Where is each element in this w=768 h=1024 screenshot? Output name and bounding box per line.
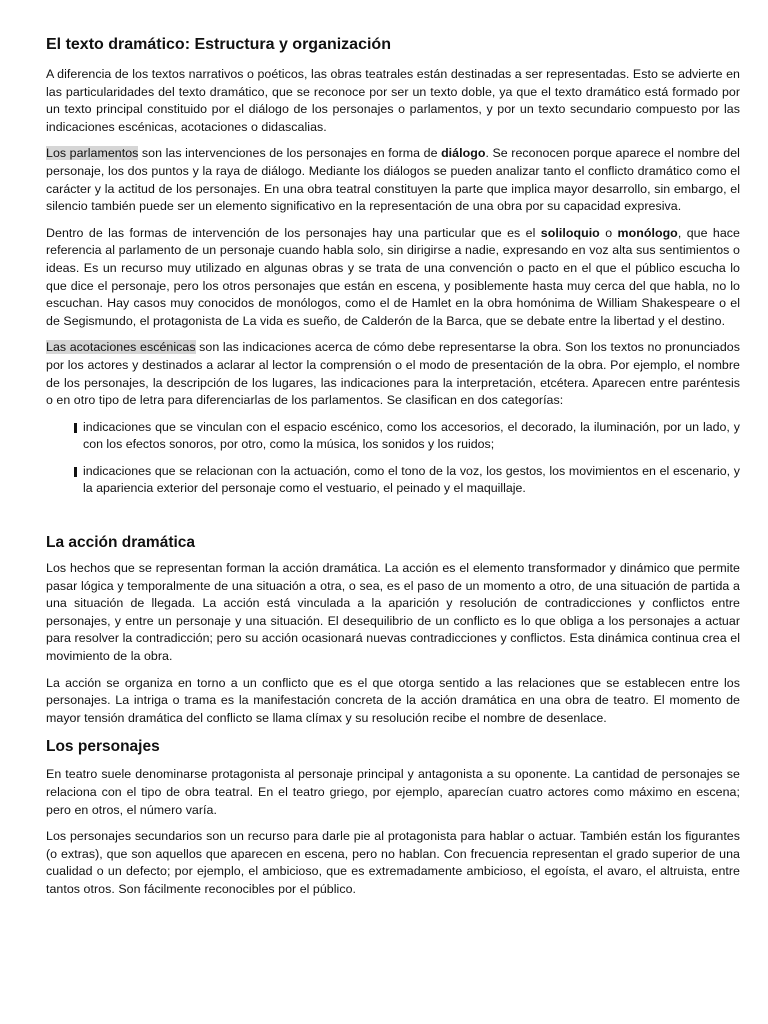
personajes-paragraph-1: En teatro suele denominarse protagonista al personaje principal y antagonista a su oponente. La cantidad de personajes se relaciona con el tipo de obra teatral. En el teatro griego, por ejemplo, aparecían cuatro actores como máximo en escena; pero en otros, el número varía. [46,767,740,817]
bullet-icon [74,423,77,433]
document-page [46,34,740,908]
list-item-text: indicaciones que se relacionan con la actuación, como el tono de la voz, los gestos, los movimientos en el escenario, y la apariencia exterior del personaje como el vestuario, el peinado y el maquillaje. [83,463,740,496]
parlamentos-term: Los parlamentos [46,146,139,161]
personajes-heading: Los personajes [46,738,160,756]
list-item [74,419,740,454]
acotaciones-text: son las indicaciones acerca de cómo debe representarse la obra. Son los textos no pronunciados por los actores y destinados a aclarar al lector la comprensión o el modo de presentación de la obra. Por ejemplo, el nombre de los personajes, la descripción de los lugares, las indicaciones para la interpretación, etcétera. Aparecen entre paréntesis o en otro tipo de letra para diferenciarlas de los parlamentos. Se clasifican en dos categorías: [46,340,740,408]
soliloquio-text-b: , que hace referencia al parlamento de un personaje cuando habla solo, sin dirigirse a nadie, expresando en voz alta sus sentimientos o ideas. Es un recurso muy utilizado en algunas obras y se trata de una convención o pacto en el que el público escucha lo que dice el personaje, pero los otros personajes que están en escena, y posiblemente hasta muy cerca del que habla, no lo escuchan. Hay casos muy conocidos de monólogos, como el de Hamlet en la obra homónima de William Shakespeare o el de Segismundo, el protagonista de La vida es sueño, de Calderón de la Barca, que se debate entre la libertad y el destino. [46,225,740,328]
accion-heading: La acción dramática [46,534,196,552]
soliloquio-text-a: Dentro de las formas de intervención de los personajes hay una particular que es el [46,225,541,240]
accion-paragraph-2: La acción se organiza en torno a un conflicto que es el que otorga sentido a las relaciones que se establecen entre los personajes. La intriga o trama es la manifestación concreta de la acción dramática en una obra de teatro. El momento de mayor tensión dramática del conflicto se llama clímax y su resolución recibe el nombre de desenlace. [46,675,740,725]
page-title: El texto dramático: Estructura y organización [46,36,391,53]
acotaciones-term: Las acotaciones escénicas [46,340,196,355]
parlamentos-text-a: son las intervenciones de los personajes en forma de [138,146,442,161]
intro-paragraph: A diferencia de los textos narrativos o poéticos, las obras teatrales están destinadas a ser representadas. Esto se advierte en las particularidades del texto dramático, que se reconoce por ser un texto doble, ya que el texto dramático está formado por un texto principal constituido por el diálogo de los personajes o parlamentos, y por un texto secundario compuesto por las indicaciones escénicas, acotaciones o didascalias. [46,67,740,134]
soliloquio-paragraph [46,225,740,331]
personajes-paragraph-2: Los personajes secundarios son un recurso para darle pie al protagonista para hablar o actuar. También están los figurantes (o extras), que son aquellos que aparecen en escena, pero no hablan. Con frecuencia representan el grado superior de una cualidad o un defecto; por ejemplo, el ambicioso, que es extremadamente ambicioso, el egoísta, el avaro, el altruista, entre tantos otros. Son fácilmente reconocibles por el público. [46,829,740,896]
acotaciones-list [46,419,740,498]
monologo-bold: monólogo [617,225,678,240]
accion-paragraph-1: Los hechos que se representan forman la acción dramática. La acción es el elemento transformador y dinámico que permite pasar lógica y temporalmente de una situación a otra, o sea, es el paso de un momento a otro, de una situación de partida a una situación de llegada. La acción está vinculada a la aparición y resolución de contradicciones y conflictos entre personajes, y entre un personaje y una situación. El desequilibrio de un conflicto es lo que obliga a los personajes a actuar para resolver la contradicción; pero su acción ocasionará nuevas contradicciones y conflictos. Esta dinámica continua crea el movimiento de la obra. [46,561,740,664]
soliloquio-bold: soliloquio [540,225,600,240]
parlamentos-text-b: . Se reconocen porque aparece el nombre del personaje, los dos puntos y la raya de diálogo. Mediante los diálogos se pueden analizar tanto el conflicto dramático como el carácter y la actitud de los personajes. En una obra teatral constituyen la parte que implica mayor desarrollo, sin embargo, el silencio también puede ser un elemento significativo en la representación de una obra por su capacidad expresiva. [46,146,740,214]
soliloquio-mid: o [599,225,618,240]
bullet-icon [74,467,77,477]
list-item [74,463,740,498]
parlamentos-paragraph [46,145,740,215]
acotaciones-paragraph [46,339,740,409]
dialogo-bold: diálogo [441,146,486,161]
list-item-text: indicaciones que se vinculan con el espacio escénico, como los accesorios, el decorado, la iluminación, por un lado, y con los efectos sonoros, por otro, como la música, los sonidos y los ruidos; [83,419,740,452]
